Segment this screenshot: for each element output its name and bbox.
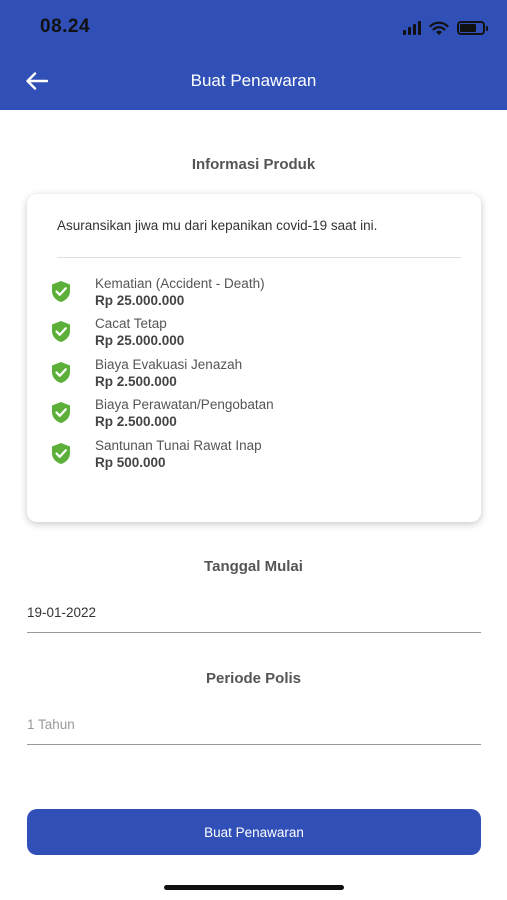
status-time: 08.24 — [40, 16, 91, 37]
wifi-icon — [429, 21, 449, 36]
shield-check-icon — [51, 442, 71, 465]
policy-period-placeholder: 1 Tahun — [27, 717, 75, 732]
benefit-item — [51, 438, 451, 478]
page-title: Buat Penawaran — [190, 71, 317, 90]
benefit-amount: Rp 25.000.000 — [95, 293, 185, 308]
policy-period-field[interactable] — [27, 705, 481, 745]
submit-button[interactable]: Buat Penawaran — [27, 809, 481, 855]
benefit-amount: Rp 2.500.000 — [95, 414, 177, 429]
cellular-signal-icon — [403, 21, 421, 35]
benefit-item — [51, 276, 451, 316]
shield-check-icon — [51, 280, 71, 303]
shield-check-icon — [51, 401, 71, 424]
benefit-name: Kematian (Accident - Death) — [95, 276, 265, 291]
divider — [57, 257, 461, 258]
battery-icon — [457, 21, 485, 35]
benefit-name: Biaya Perawatan/Pengobatan — [95, 397, 274, 412]
benefit-item — [51, 316, 451, 356]
product-card — [27, 194, 481, 522]
benefit-amount: Rp 25.000.000 — [95, 333, 185, 348]
app-header — [0, 0, 507, 110]
benefit-name: Cacat Tetap — [95, 316, 167, 331]
benefit-amount: Rp 2.500.000 — [95, 374, 177, 389]
product-intro: Asuransikan jiwa mu dari kepanikan covid-19 saat ini. — [57, 218, 378, 233]
benefit-item — [51, 357, 451, 397]
status-icons — [403, 18, 485, 38]
benefit-amount: Rp 500.000 — [95, 455, 166, 470]
policy-period-title: Periode Polis — [205, 670, 302, 687]
start-date-field[interactable] — [27, 593, 481, 633]
shield-check-icon — [51, 361, 71, 384]
start-date-value: 19-01-2022 — [27, 605, 97, 620]
start-date-title: Tanggal Mulai — [204, 558, 303, 575]
benefit-item — [51, 397, 451, 437]
shield-check-icon — [51, 320, 71, 343]
benefit-name: Santunan Tunai Rawat Inap — [95, 438, 262, 453]
benefit-name: Biaya Evakuasi Jenazah — [95, 357, 243, 372]
product-info-title: Informasi Produk — [191, 156, 316, 173]
home-indicator — [164, 885, 344, 890]
